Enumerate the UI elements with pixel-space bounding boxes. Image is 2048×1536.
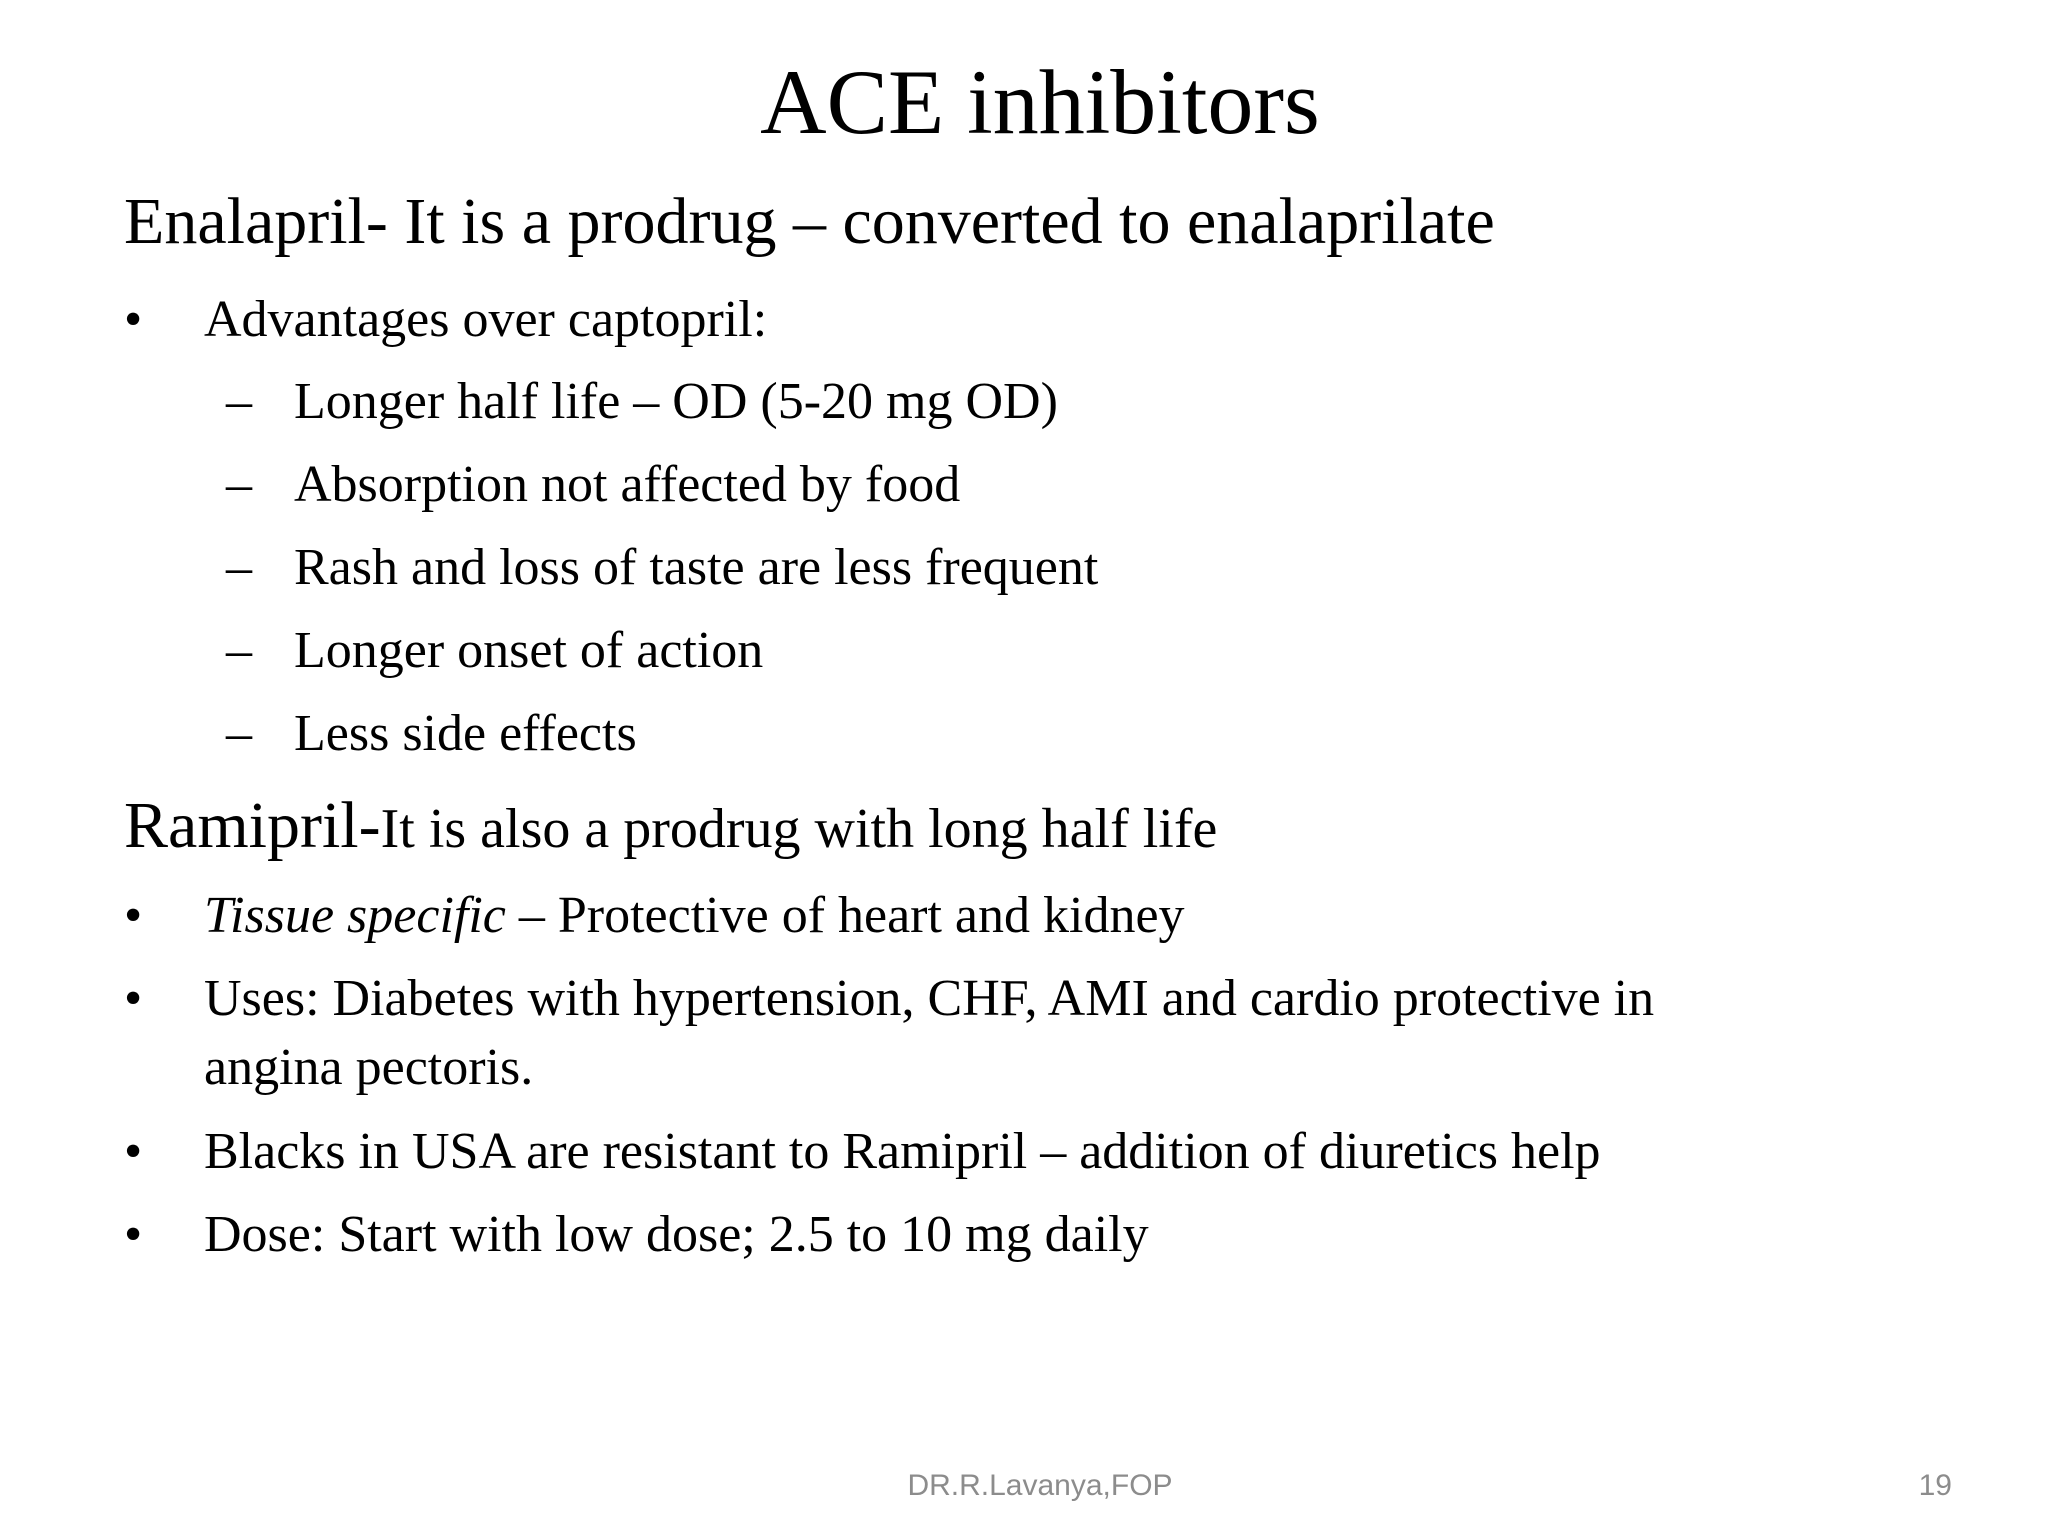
bullet-text: Advantages over captopril: [204, 291, 768, 348]
bullet-text: Dose: Start with low dose; 2.5 to 10 mg daily [204, 1206, 1149, 1263]
dash-mark: – [226, 539, 252, 596]
ramipril-heading-rest: It is also a prodrug with long half life [380, 798, 1218, 860]
bullet-text: Blacks in USA are resistant to Ramipril – addition of diuretics help [204, 1123, 1601, 1180]
bullet-rest-text: – Protective of heart and kidney [505, 887, 1185, 944]
bullet-mark: • [124, 970, 143, 1027]
page-number: 19 [1918, 1469, 1952, 1502]
bullet-mark: • [124, 1123, 143, 1180]
dash-mark: – [226, 622, 252, 679]
footer-author: DR.R.Lavanya,FOP [907, 1469, 1173, 1502]
bullet-mark: • [124, 887, 143, 944]
slide-title: ACE inhibitors [760, 51, 1320, 153]
dash-mark: – [226, 705, 252, 762]
bullet-text: angina pectoris. [204, 1039, 534, 1096]
subitem-text: Less side effects [294, 705, 637, 762]
bullet-mark: • [124, 1206, 143, 1263]
bullet-text [204, 884, 1185, 948]
enalapril-heading: Enalapril- It is a prodrug – converted to enalaprilate [124, 185, 1495, 258]
subitem-text: Absorption not affected by food [294, 456, 961, 513]
ramipril-heading-main: Ramipril- [124, 789, 381, 862]
bullet-italic-text: Tissue specific [204, 887, 506, 944]
subitem-text: Longer onset of action [294, 622, 764, 679]
bullet-mark: • [124, 291, 143, 348]
dash-mark: – [226, 456, 252, 513]
subitem-text: Rash and loss of taste are less frequent [294, 539, 1099, 596]
bullet-text: Uses: Diabetes with hypertension, CHF, AMI and cardio protective in [204, 970, 1655, 1027]
ramipril-heading [124, 788, 1217, 867]
dash-mark: – [226, 373, 252, 430]
subitem-text: Longer half life – OD (5-20 mg OD) [294, 373, 1058, 430]
